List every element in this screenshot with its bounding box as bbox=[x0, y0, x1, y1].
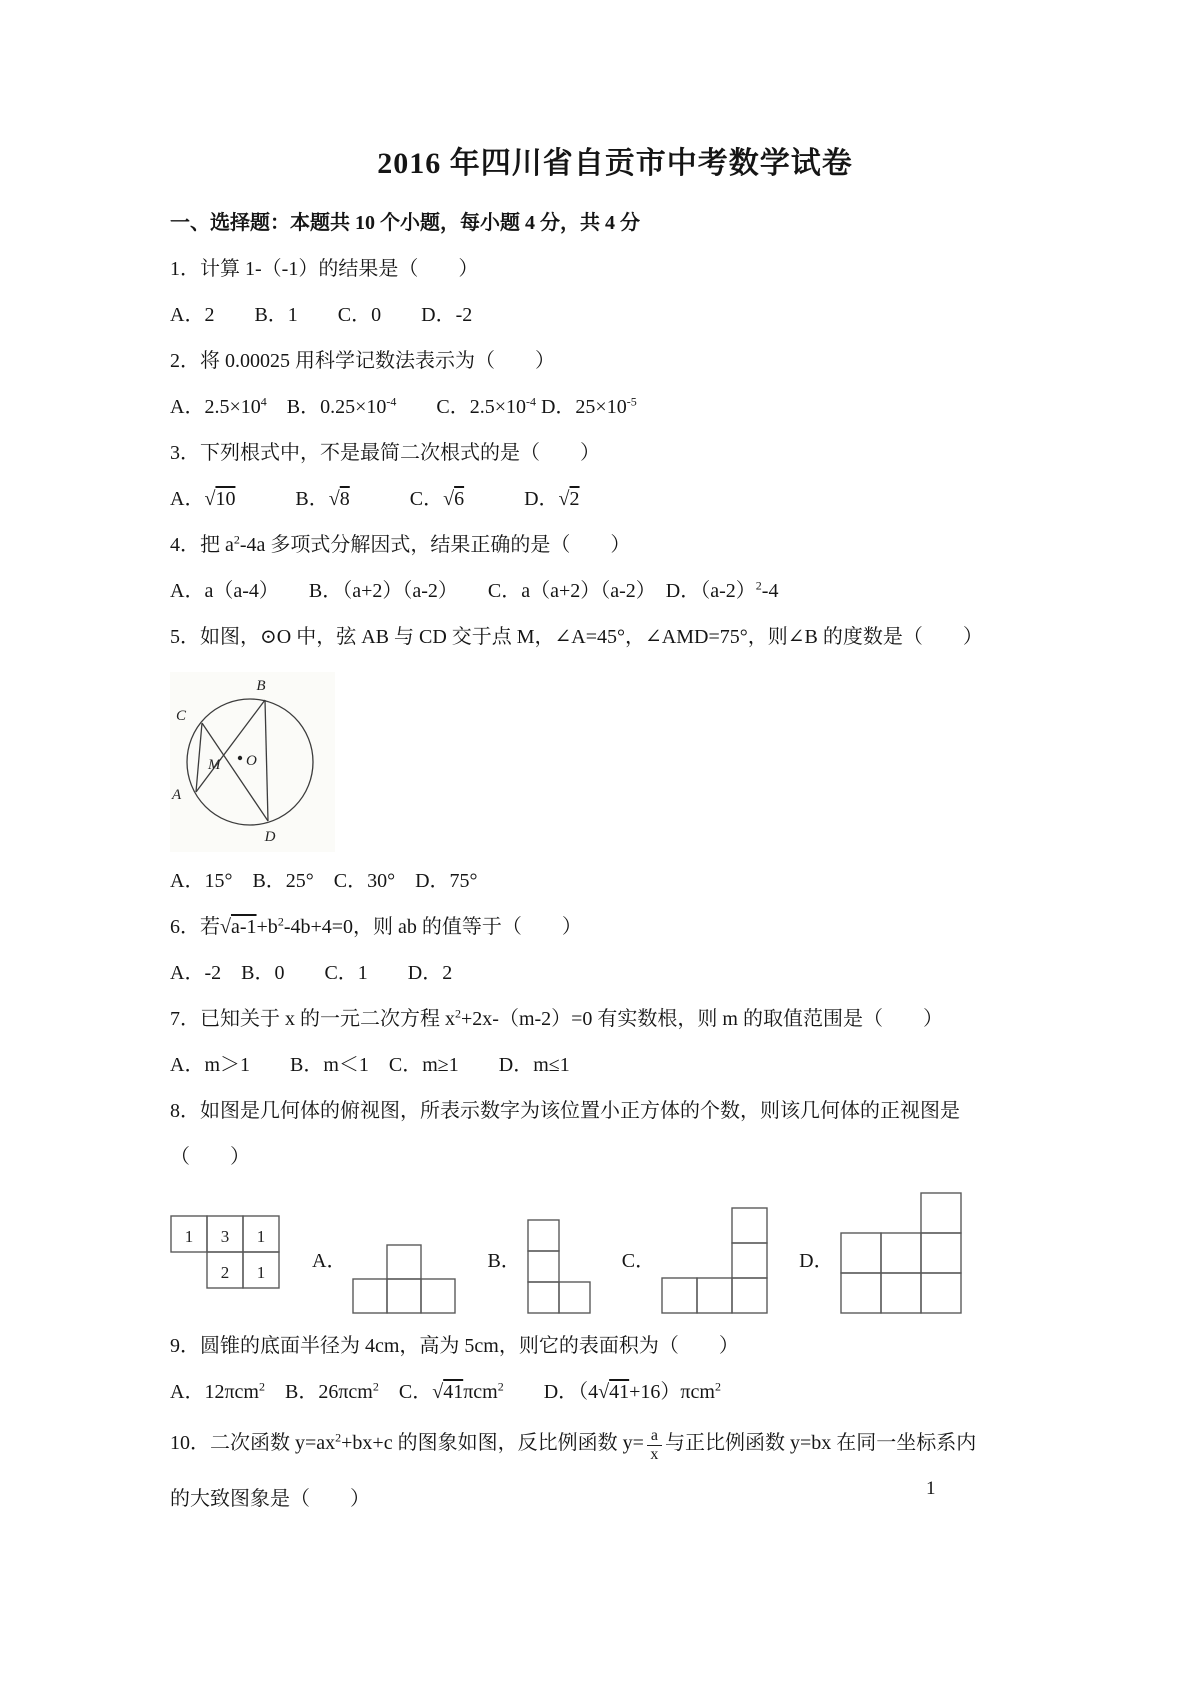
q5-circle-figure bbox=[170, 672, 1060, 852]
point-label-d: D bbox=[264, 829, 276, 845]
q1-options: A．2 B．1 C．0 D．-2 bbox=[170, 304, 473, 326]
segment-ca bbox=[196, 723, 202, 792]
q6-options: A．-2 B．0 C．1 D．2 bbox=[170, 962, 453, 984]
point-label-c: C bbox=[176, 708, 187, 724]
q8-option-a-diagram bbox=[352, 1244, 457, 1315]
section-header: 一、选择题：本题共 10 个小题，每小题 4 分，共 4 分 bbox=[170, 212, 640, 234]
q7-stem: 7．已知关于 x 的一元二次方程 $x^2+2x-(m-2)=0$ 有实数根，则 m 的取值范围是（ ） bbox=[170, 1006, 943, 1030]
q2-options: A．$2.5\times 10^4$ B．$0.25\times 10^{-4}$ C．$2.5\times 10^{-4}$ D．$25\times 10^{-5}$ bbox=[170, 394, 637, 418]
q8-top-view-diagram bbox=[170, 1215, 282, 1291]
circle-chords-diagram bbox=[170, 672, 335, 852]
q7-options: A．m＞1 B．m＜1 C．m≥1 D．m≤1 bbox=[170, 1054, 570, 1076]
topview-cell-value: 1 bbox=[256, 1263, 266, 1282]
q8-option-a-label: A． bbox=[312, 1250, 347, 1272]
q8-option-c-label: C． bbox=[621, 1250, 656, 1272]
q8-option-d-label: D． bbox=[799, 1250, 834, 1272]
q3-stem: 3．下列根式中，不是最简二次根式的是（ ） bbox=[170, 442, 600, 464]
chord-ab bbox=[196, 700, 265, 792]
q2-stem: 2．将 0.00025 用科学记数法表示为（ ） bbox=[170, 350, 555, 372]
q8-option-d-diagram bbox=[840, 1192, 963, 1315]
q5-options: A．15° B．25° C．30° D．75° bbox=[170, 870, 478, 892]
point-label-m: M bbox=[208, 757, 221, 773]
document-title: 2016 年四川省自贡市中考数学试卷 bbox=[377, 147, 853, 180]
document-content bbox=[170, 138, 1060, 1534]
q9-stem: 9．圆锥的底面半径为 4cm，高为 5cm，则它的表面积为（ ） bbox=[170, 1335, 739, 1357]
q5-stem: 5．如图，⊙O 中，弦 AB 与 CD 交于点 M，∠A=45°，∠AMD=75°，则∠B 的度数是（ ） bbox=[170, 626, 983, 648]
topview-cell-value: 1 bbox=[184, 1227, 194, 1246]
q8-figures-row bbox=[170, 1192, 1060, 1315]
q8-option-b-label: B． bbox=[487, 1250, 521, 1272]
q8-option-c-diagram bbox=[661, 1207, 769, 1315]
q8-option-b-diagram bbox=[527, 1219, 592, 1315]
q10-stem-cont: 的大致图象是（ ） bbox=[170, 1487, 370, 1510]
q4-stem: 4．把 $a^2-4a$ 多项式分解因式，结果正确的是（ ） bbox=[170, 532, 631, 556]
q8-stem-cont: （ ） bbox=[170, 1146, 250, 1168]
q4-options: A．a（a-4） B．（a+2）（a-2） C．a（a+2）（a-2） D．$(a-2)^2-4$ bbox=[170, 578, 779, 602]
page-number: 1 bbox=[926, 1478, 936, 1499]
q8-stem: 8．如图是几何体的俯视图，所表示数字为该位置小正方体的个数，则该几何体的正视图是 bbox=[170, 1100, 960, 1122]
topview-cell-value: 3 bbox=[220, 1227, 230, 1246]
q6-stem: 6．若$√a-1+b^2-4b+4=0$，则 ab 的值等于（ ） bbox=[170, 914, 582, 938]
q1-stem: 1．计算 1-（-1）的结果是（ ） bbox=[170, 258, 479, 280]
center-dot bbox=[238, 756, 242, 760]
topview-cell-value: 2 bbox=[220, 1263, 230, 1282]
segment-bd bbox=[265, 700, 268, 821]
topview-cell-value: 1 bbox=[256, 1227, 266, 1246]
q9-options: A．12πcm$^2$ B．26πcm$^2$ C．√41πcm$^2$ D．（4√41+16）πcm$^2$ bbox=[170, 1379, 721, 1403]
q3-options: A．√10 B．√8 C．√6 D．√2 bbox=[170, 488, 580, 510]
center-label-o: O bbox=[246, 753, 257, 769]
q10-stem: 10．二次函数 $y=ax^2+bx+c$ 的图象如图，反比例函数 y= $\frac{a}{x}$ 与正比例函数 y=bx 在同一坐标系内 bbox=[170, 1427, 977, 1464]
point-label-a: A bbox=[172, 787, 182, 803]
point-label-b: B bbox=[256, 678, 266, 694]
